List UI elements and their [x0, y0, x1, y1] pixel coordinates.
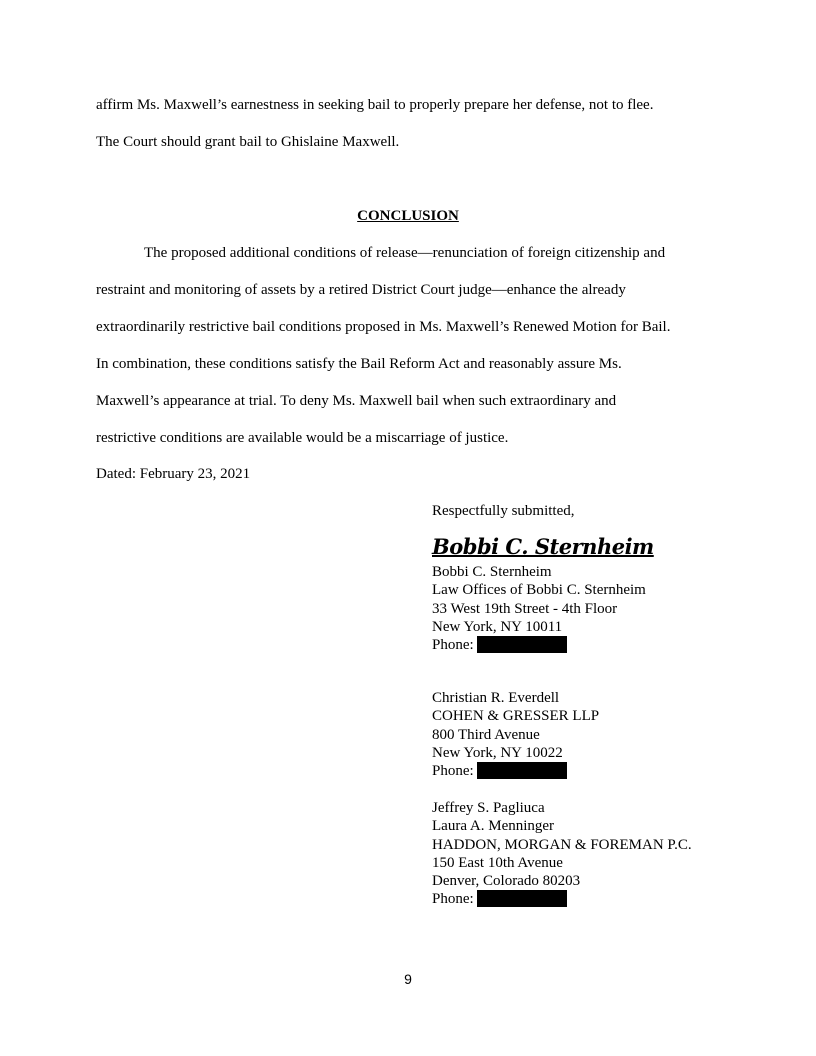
redaction-bar	[477, 890, 567, 907]
phone-label: Phone:	[432, 637, 474, 654]
conclusion-line-1: The proposed additional conditions of release—renunciation of foreign citizenship and	[144, 245, 666, 261]
counsel-line: COHEN & GRESSER LLP	[432, 708, 600, 725]
conclusion-line-4: In combination, these conditions satisfy the Bail Reform Act and reasonably assure Ms.	[96, 356, 622, 372]
closing: Respectfully submitted,	[432, 503, 575, 519]
phone-label: Phone:	[432, 891, 474, 908]
redaction-bar	[477, 762, 567, 779]
page-number: 9	[404, 971, 412, 987]
redaction-bar	[477, 636, 567, 653]
counsel-line: Bobbi C. Sternheim	[432, 564, 552, 580]
counsel-line: 33 West 19th Street - 4th Floor	[432, 600, 618, 617]
counsel-line: Christian R. Everdell	[432, 690, 560, 706]
phone-line	[432, 636, 646, 654]
counsel-line: 800 Third Avenue	[432, 726, 540, 743]
conclusion-line-2: restraint and monitoring of assets by a retired District Court judge—enhance the already	[96, 282, 626, 298]
counsel-line: Denver, Colorado 80203	[432, 873, 581, 890]
counsel-line: Laura A. Menninger	[432, 818, 555, 835]
counsel-line: HADDON, MORGAN & FOREMAN P.C.	[432, 836, 692, 853]
conclusion-line-5: Maxwell’s appearance at trial. To deny Ms. Maxwell bail when such extraordinary and	[96, 393, 617, 409]
body-line-2: The Court should grant bail to Ghislaine Maxwell.	[96, 134, 400, 150]
counsel-line: 150 East 10th Avenue	[432, 854, 563, 871]
counsel-line: Law Offices of Bobbi C. Sternheim	[432, 582, 646, 599]
body-line-1: affirm Ms. Maxwell’s earnestness in seeking bail to properly prepare her defense, not to flee.	[96, 97, 654, 113]
counsel-line: New York, NY 10011	[432, 618, 563, 635]
counsel-block-2	[432, 689, 599, 780]
phone-label: Phone:	[432, 763, 474, 780]
phone-line	[432, 890, 692, 908]
counsel-line: New York, NY 10022	[432, 744, 563, 761]
conclusion-line-6: restrictive conditions are available would be a miscarriage of justice.	[96, 430, 509, 446]
counsel-block-3	[432, 799, 692, 909]
conclusion-heading: CONCLUSION	[357, 208, 459, 224]
counsel-line: Jeffrey S. Pagliuca	[432, 800, 545, 816]
signature: Bobbi C. Sternheim	[432, 534, 654, 559]
phone-line	[432, 762, 599, 780]
dated-line: Dated: February 23, 2021	[96, 466, 251, 482]
counsel-block-1	[432, 563, 646, 654]
conclusion-line-3: extraordinarily restrictive bail conditions proposed in Ms. Maxwell’s Renewed Motion for Bail.	[96, 319, 671, 335]
